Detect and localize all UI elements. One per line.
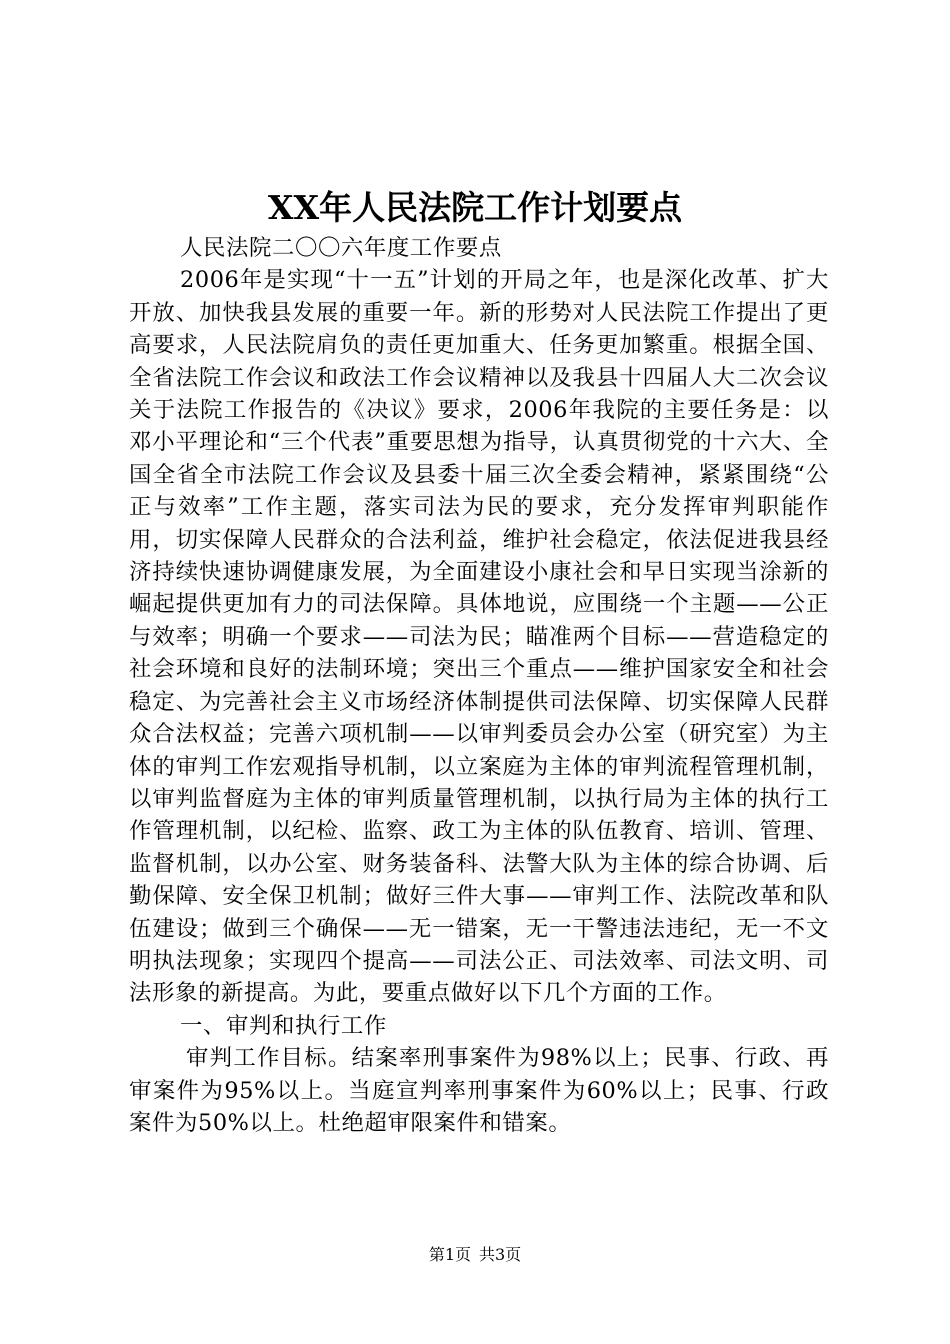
page-number-total: 共3页: [479, 1245, 522, 1264]
document-title: XX年人民法院工作计划要点: [267, 188, 683, 227]
paragraph-trial-targets: 审判工作目标。结案率刑事案件为98%以上；民事、行政、再审案件为95%以上。当庭宣判率刑事案件为60%以上；民事、行政案件为50%以上。杜绝超审限案件和错案。: [129, 1045, 829, 1136]
paragraph-intro: 2006年是实现“十一五”计划的开局之年，也是深化改革、扩大开放、加快我县发展的重要一年。新的形势对人民法院工作提出了更高要求，人民法院肩负的责任更加重大、任务更加繁重。根据全国、全省法院工作会议和政法工作会议精神以及我县十四届人大二次会议关于法院工作报告的《决议》要求，2006年我院的主要任务是：以邓小平理论和“三个代表”重要思想为指导，认真贯彻党的十六大、全国全省全市法院工作会议及县委十届三次全委会精神，紧紧围绕“公正与效率”工作主题，落实司法为民的要求，充分发挥审判职能作用，切实保障人民群众的合法利益，维护社会稳定，依法促进我县经济持续快速协调健康发展，为全面建设小康社会和早日实现当涂新的崛起提供更加有力的司法保障。具体地说，应围绕一个主题——公正与效率；明确一个要求——司法为民；瞄准两个目标——营造稳定的社会环境和良好的法制环境；突出三个重点——维护国家安全和社会稳定、为完善社会主义市场经济体制提供司法保障、切实保障人民群众合法权益；完善六项机制——以审判委员会办公室（研究室）为主体的审判工作宏观指导机制，以立案庭为主体的审判流程管理机制，以审判监督庭为主体的审判质量管理机制，以执行局为主体的执行工作管理机制，以纪检、监察、政工为主体的队伍教育、培训、管理、监督机制，以办公室、财务装备科、法警大队为主体的综合协调、后勤保障、安全保卫机制；做好三件大事——审判工作、法院改革和队伍建设；做到三个确保——无一错案，无一干警违法违纪，无一不文明执法现象；实现四个提高——司法公正、司法效率、司法文明、司法形象的新提高。为此，要重点做好以下几个方面的工作。: [129, 267, 829, 1007]
document-subtitle: 人民法院二〇〇六年度工作要点: [180, 235, 502, 261]
section-heading-trial-execution: 一、审判和执行工作: [180, 1012, 387, 1039]
page-footer: [0, 1244, 950, 1266]
document-body: [129, 232, 829, 1139]
page-number-current: 第1页: [428, 1245, 471, 1264]
